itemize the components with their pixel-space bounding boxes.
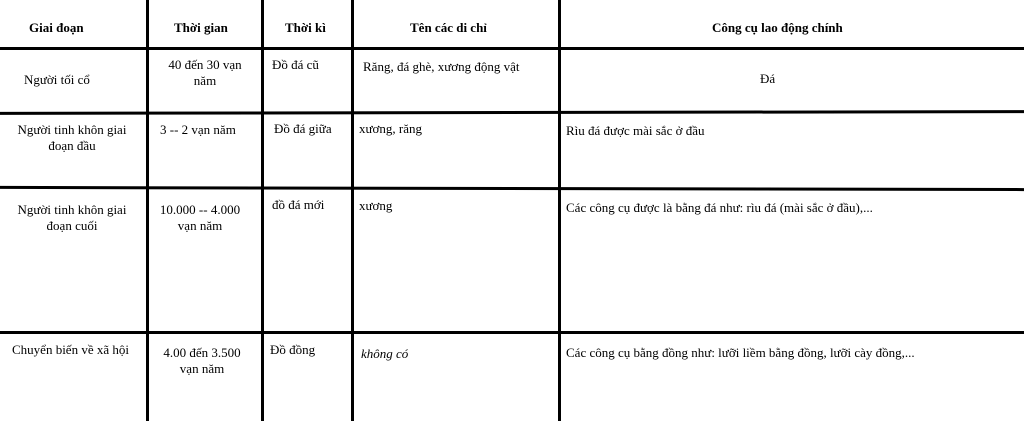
column-divider-4 bbox=[558, 0, 561, 421]
row2-thoi-ki: Đồ đá giữa bbox=[274, 121, 332, 136]
header-thoi-gian: Thời gian bbox=[174, 20, 228, 35]
row1-thoi-gian: 40 đến 30 vạn năm bbox=[168, 57, 242, 88]
row4-thoi-gian: 4.00 đến 3.500 vạn năm bbox=[163, 345, 241, 376]
row1-cong-cu: Đá bbox=[760, 71, 776, 86]
table-top-rule bbox=[0, 47, 1024, 50]
row-divider-1 bbox=[0, 110, 1024, 115]
row3-cong-cu: Các công cụ được là bằng đá như: rìu đá (mài sắc ở đầu),... bbox=[566, 200, 873, 215]
row3-thoi-gian: 10.000 -- 4.000 vạn năm bbox=[159, 202, 241, 233]
row2-cong-cu: Rìu đá được mài sắc ở đầu bbox=[566, 123, 705, 138]
header-giai-doan: Giai đoạn bbox=[29, 20, 84, 35]
row1-di-chi: Răng, đá ghè, xương động vật bbox=[363, 59, 520, 74]
column-divider-1 bbox=[146, 0, 149, 421]
header-thoi-ki: Thời kì bbox=[285, 20, 326, 35]
row-divider-2 bbox=[0, 186, 1024, 191]
row4-cong-cu: Các công cụ bằng đồng như: lưỡi liềm bằng đồng, lưỡi cày đồng,... bbox=[566, 345, 915, 360]
row2-giai-doan: Người tinh khôn giai đoạn đầu bbox=[17, 122, 127, 153]
column-divider-3 bbox=[351, 0, 354, 421]
row1-thoi-ki: Đồ đá cũ bbox=[272, 57, 319, 72]
row4-thoi-ki: Đồ đồng bbox=[270, 342, 316, 357]
header-cong-cu: Công cụ lao động chính bbox=[712, 20, 843, 35]
row3-giai-doan: Người tinh khôn giai đoạn cuối bbox=[17, 202, 127, 233]
row1-giai-doan: Người tối cổ bbox=[24, 72, 90, 87]
row2-thoi-gian: 3 -- 2 vạn năm bbox=[160, 122, 236, 137]
header-di-chi: Tên các di chỉ bbox=[410, 20, 487, 35]
row2-di-chi: xương, răng bbox=[359, 121, 423, 136]
row4-di-chi: không có bbox=[361, 346, 409, 361]
row3-di-chi: xương bbox=[359, 198, 393, 213]
row3-thoi-ki: đồ đá mới bbox=[272, 197, 325, 212]
row4-giai-doan: Chuyển biến về xã hội bbox=[12, 342, 129, 357]
row-divider-3 bbox=[0, 331, 1024, 334]
column-divider-2 bbox=[261, 0, 264, 421]
